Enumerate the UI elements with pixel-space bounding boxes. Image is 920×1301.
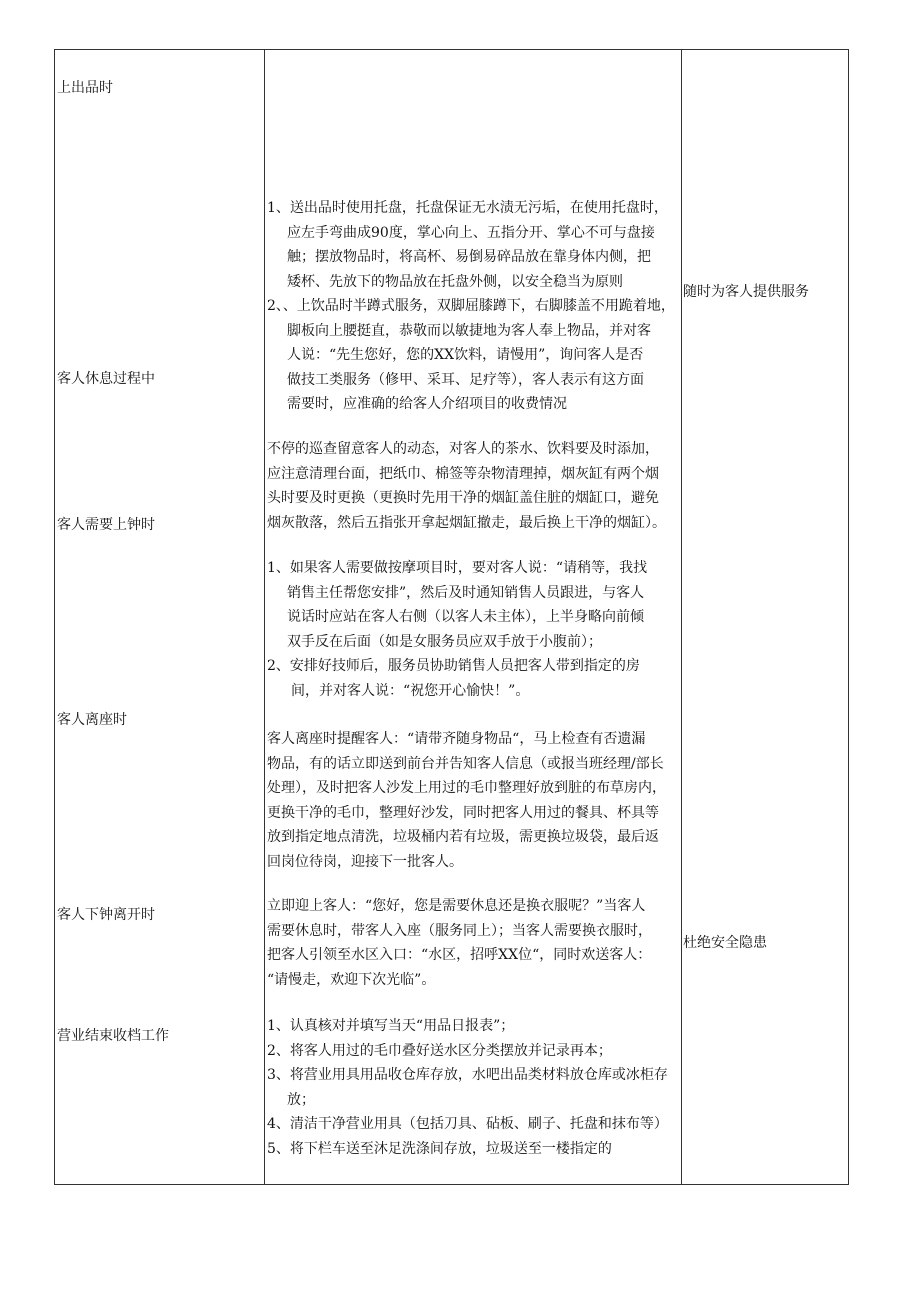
text-line: 头时要及时更换（更换时先用干净的烟缸盖住脏的烟缸口，避免 — [267, 490, 659, 506]
row-label-leave-seat: 客人离座时 — [57, 712, 127, 728]
row-label-rest: 客人休息过程中 — [57, 371, 155, 387]
text-line: 放到指定地点清洗，垃圾桶内若有垃圾，需更换垃圾袋，最后返 — [267, 829, 659, 845]
text-line: 1、送出品时使用托盘，托盘保证无水渍无污垢，在使用托盘时， — [267, 200, 668, 216]
row-label-depart: 客人下钟离开时 — [57, 907, 155, 923]
text-line: 5、将下栏车送至沐足洗涤间存放，垃圾送至一楼指定的 — [267, 1140, 612, 1157]
text-line: 烟灰散落，然后五指张开拿起烟缸撤走，最后换上干净的烟缸）。 — [267, 514, 666, 531]
text-line: 1、如果客人需要做按摩项目时，要对客人说：“请稍等，我找 — [267, 560, 648, 576]
serve-instructions — [267, 196, 683, 417]
text-line: 应注意清理台面，把纸巾、棉签等杂物清理掉，烟灰缸有两个烟 — [267, 465, 659, 482]
procedure-table — [54, 49, 849, 1185]
text-line: 把客人引领至水区入口：“水区，招呼XX位“，同时欢送客人： — [267, 947, 652, 963]
note-service: 随时为客人提供服务 — [683, 284, 809, 300]
text-line: 客人离座时提醒客人：“请带齐随身物品“，马上检查有否遗漏 — [267, 731, 646, 747]
text-line: “请慢走，欢迎下次光临”。 — [267, 971, 436, 988]
massage-instructions — [267, 556, 683, 703]
text-line: 更换干净的毛巾，整理好沙发，同时把客人用过的餐具、杯具等 — [267, 804, 659, 821]
depart-instructions — [267, 894, 683, 992]
text-line: 需要时，应准确的给客人介绍项目的收费情况 — [287, 396, 567, 412]
text-line: 销售主任帮您安排”，然后及时通知销售人员跟进，与客人 — [287, 584, 645, 601]
text-line: 双手反在后面（如是女服务员应双手放于小腹前）； — [287, 633, 602, 650]
rest-instructions — [267, 437, 683, 535]
text-line: 2、将客人用过的毛巾叠好送水区分类摆放并记录再本； — [267, 1042, 612, 1059]
text-line: 脚板向上腰挺直，恭敬而以敏捷地为客人奉上物品，并对客 — [287, 322, 651, 339]
text-line: 间，并对客人说：“祝您开心愉快！”。 — [291, 682, 530, 699]
text-line: 2、安排好技师后，服务员协助销售人员把客人带到指定的房 — [267, 658, 640, 674]
column-divider-1 — [264, 50, 265, 1184]
text-line: 4、清洁干净营业用具（包括刀具、砧板、刷子、托盘和抹布等） — [267, 1116, 668, 1132]
text-line: 说话时应站在客人右侧（以客人未主体），上半身略向前倾 — [287, 609, 644, 625]
leave-seat-instructions — [267, 727, 683, 874]
text-line: 人说：“先生您好，您的XX饮料，请慢用”，询问客人是否 — [287, 347, 644, 363]
row-label-massage: 客人需要上钟时 — [57, 517, 155, 533]
text-line: 1、认真核对并填写当天“用品日报表”； — [267, 1018, 515, 1034]
note-safety: 杜绝安全隐患 — [683, 935, 767, 951]
text-line: 做技工类服务（修甲、采耳、足疗等），客人表示有这方面 — [287, 371, 644, 388]
text-line: 处理），及时把客人沙发上用过的毛巾整理好放到脏的布草房内， — [267, 780, 666, 796]
text-line: 立即迎上客人：“您好，您是需要休息还是换衣服呢？”当客人 — [267, 898, 646, 914]
text-line: 不停的巡查留意客人的动态，对客人的茶水、饮料要及时添加， — [267, 441, 659, 457]
text-line: 3、将营业用具用品收仓库存放，水吧出品类材料放仓库或冰柜存 — [267, 1067, 668, 1083]
text-line: 回岗位待岗，迎接下一批客人。 — [267, 853, 463, 870]
text-line: 触；摆放物品时，将高杯、易倒易碎品放在靠身体内侧，把 — [287, 249, 651, 265]
text-line: 2、、上饮品时半蹲式服务，双脚屈膝蹲下，右脚膝盖不用跪着地， — [267, 298, 675, 314]
row-label-serve: 上出品时 — [57, 80, 113, 96]
text-line: 物品，有的话立即送到前台并告知客人信息（或报当班经理/部长 — [267, 755, 664, 772]
text-line: 放； — [287, 1091, 315, 1108]
text-line: 需要休息时，带客人入座（服务同上）；当客人需要换衣服时， — [267, 922, 652, 939]
text-line: 应左手弯曲成90度，掌心向上、五指分开、掌心不可与盘接 — [287, 224, 655, 241]
row-label-closing: 营业结束收档工作 — [57, 1028, 169, 1044]
text-line: 矮杯、先放下的物品放在托盘外侧，以安全稳当为原则 — [287, 273, 623, 290]
closing-instructions — [267, 1014, 683, 1161]
